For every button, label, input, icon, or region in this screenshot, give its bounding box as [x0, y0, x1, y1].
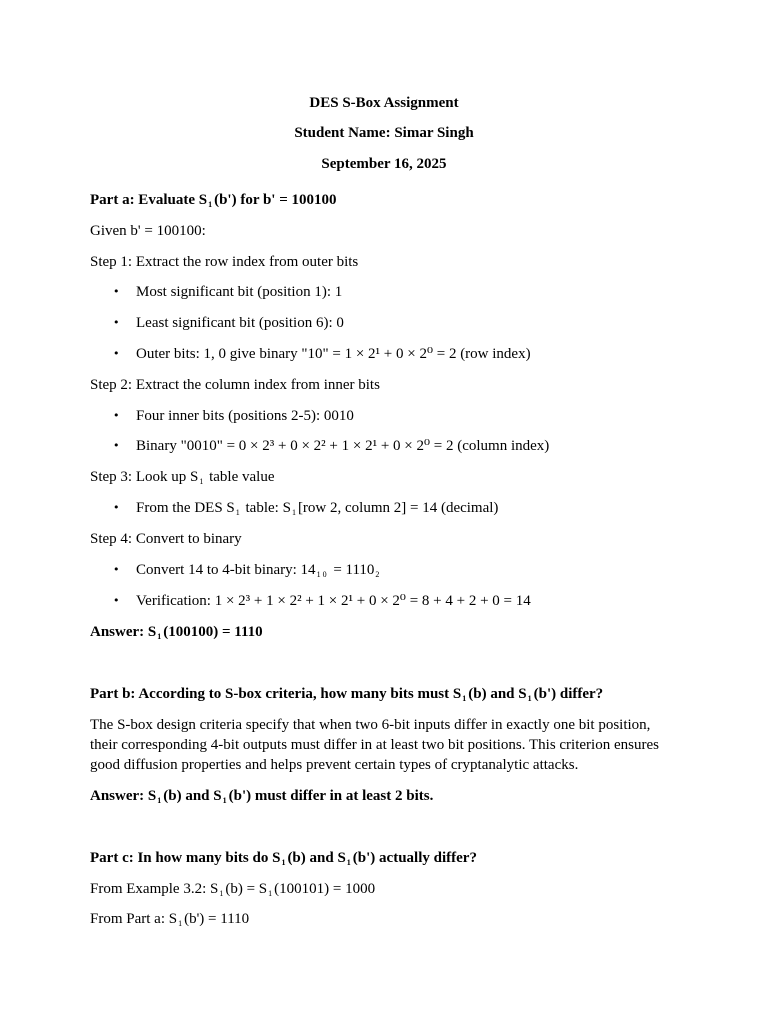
list-item: • Binary "0010" = 0 × 2³ + 0 × 2² + 1 × 2¹ + 0 × 2⁰ = 2 (column index) [136, 436, 549, 456]
part-b-heading [90, 684, 603, 706]
subscript: 2 [375, 570, 380, 579]
part-b-heading-c: (b') differ? [533, 686, 604, 702]
subscript: 1 [268, 889, 273, 898]
step-2-heading: Step 2: Extract the column index from inner bits [90, 377, 380, 393]
step-3-prefix: Step 3: Look up S [90, 469, 199, 485]
step-3-bullet-a: From the DES S [136, 500, 235, 516]
step-4-heading: Step 4: Convert to binary [90, 531, 242, 547]
part-a-answer-prefix: Answer: S [90, 624, 157, 640]
subscript: 1 [291, 508, 296, 517]
step-3-heading [90, 467, 274, 489]
part-c-heading-c: (b') actually differ? [352, 850, 477, 866]
part-a-heading-prefix: Part a: Evaluate S [90, 192, 208, 208]
subscript: 1 [157, 632, 162, 641]
part-a-heading-suffix: (b') for b' = 100100 [214, 192, 337, 208]
document-date: September 16, 2025 [321, 156, 447, 172]
subscript: 1 [178, 919, 183, 928]
list-item [136, 560, 381, 582]
part-a-heading [90, 190, 337, 212]
part-b-answer-a: Answer: S [90, 788, 157, 804]
part-a-answer-suffix: (100100) = 1110 [163, 624, 263, 640]
list-item: • Least significant bit (position 6): 0 [136, 313, 344, 333]
subscript: 1 [462, 694, 467, 703]
list-item: • Outer bits: 1, 0 give binary "10" = 1 × 2¹ + 0 × 2⁰ = 2 (row index) [136, 344, 531, 364]
document-title: DES S-Box Assignment [309, 95, 459, 111]
student-name: Student Name: Simar Singh [294, 125, 474, 141]
part-b-answer [90, 786, 433, 808]
step-3-bullet-c: [row 2, column 2] = 14 (decimal) [297, 500, 499, 516]
part-b-heading-b: (b) and S [468, 686, 527, 702]
list-item [136, 498, 498, 520]
subscript: 1 [346, 858, 351, 867]
subscript: 1 [222, 796, 227, 805]
part-b-answer-b: (b) and S [163, 788, 222, 804]
step-1-heading: Step 1: Extract the row index from outer bits [90, 254, 359, 270]
subscript: 1 [235, 508, 240, 517]
subscript: 1 [219, 889, 224, 898]
part-b-paragraph: The S-box design criteria specify that when two 6-bit inputs differ in exactly one bit position, their corresponding 4-bit outputs must differ in at least two bit positions. This criterion ensures good diffusion properties and helps prevent certain types of cryptanalytic attacks. [90, 717, 659, 773]
part-b-heading-a: Part b: According to S-box criteria, how many bits must S [90, 686, 462, 702]
part-a-answer [90, 622, 263, 644]
step-4-bullet-b: = 1110 [329, 562, 375, 578]
part-c-line-2 [90, 909, 249, 931]
list-item: • Most significant bit (position 1): 1 [136, 282, 342, 302]
subscript: 1 [527, 694, 532, 703]
step-3-suffix: table value [205, 469, 275, 485]
part-b-answer-c: (b') must differ in at least 2 bits. [228, 788, 434, 804]
given-line: Given b' = 100100: [90, 223, 206, 239]
part-c-line-2-a: From Part a: S [90, 911, 178, 927]
subscript: 1 [281, 858, 286, 867]
part-c-heading [90, 848, 477, 870]
part-c-heading-a: Part c: In how many bits do S [90, 850, 281, 866]
part-c-heading-b: (b) and S [287, 850, 346, 866]
list-item: • Verification: 1 × 2³ + 1 × 2² + 1 × 2¹ + 0 × 2⁰ = 8 + 4 + 2 + 0 = 14 [136, 591, 531, 611]
step-3-bullet-b: table: S [241, 500, 291, 516]
subscript: 10 [316, 570, 329, 579]
list-item: • Four inner bits (positions 2-5): 0010 [136, 406, 354, 426]
part-c-line-1 [90, 879, 375, 901]
part-c-line-1-c: (100101) = 1000 [274, 881, 376, 897]
subscript: 1 [208, 200, 213, 209]
step-4-bullet-a: Convert 14 to 4-bit binary: 14 [136, 562, 316, 578]
part-c-line-1-b: (b) = S [225, 881, 268, 897]
part-c-line-2-b: (b') = 1110 [184, 911, 250, 927]
subscript: 1 [199, 477, 204, 486]
subscript: 1 [157, 796, 162, 805]
part-c-line-1-a: From Example 3.2: S [90, 881, 219, 897]
